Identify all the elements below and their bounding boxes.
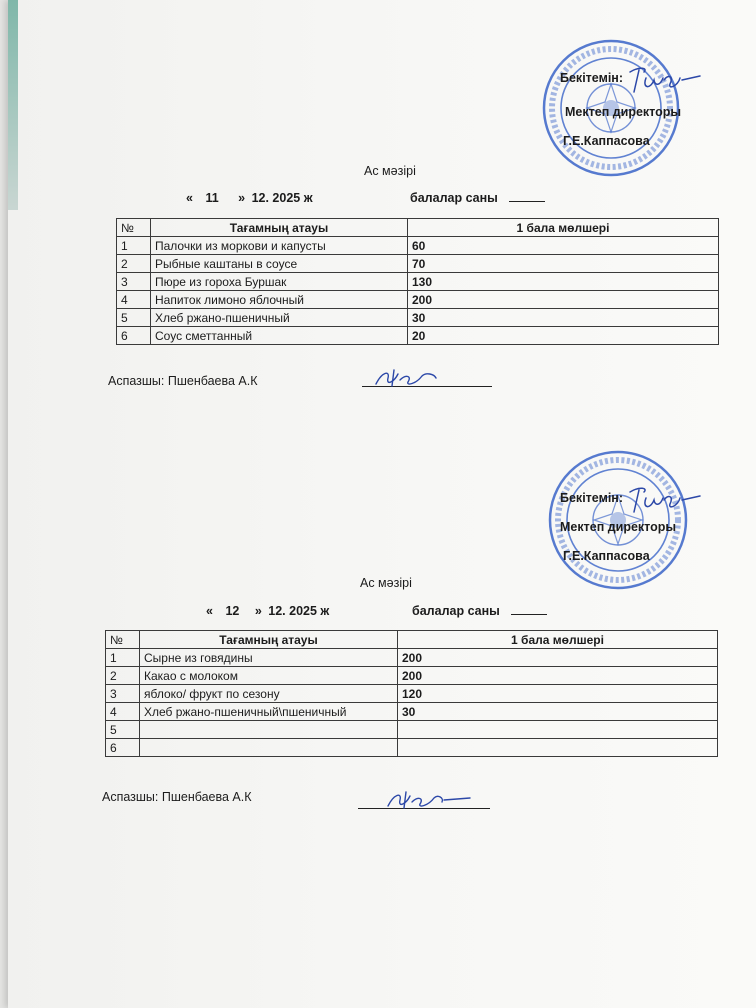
portion-cell: 200 — [398, 667, 718, 685]
table-row — [106, 685, 718, 703]
menu-table — [116, 218, 719, 345]
portion-cell: 200 — [398, 649, 718, 667]
children-count — [412, 604, 547, 618]
date-close-quote: » — [238, 191, 246, 205]
portion-cell: 60 — [408, 237, 719, 255]
date-open-quote: « — [206, 604, 213, 618]
table-row — [117, 291, 719, 309]
portion-cell: 70 — [408, 255, 719, 273]
dish-name-cell: Хлеб ржано-пшеничный\пшеничный — [140, 703, 398, 721]
table-row — [106, 703, 718, 721]
row-number-cell: 4 — [106, 703, 140, 721]
portion-cell: 200 — [408, 291, 719, 309]
table-row — [117, 237, 719, 255]
table-header-row — [117, 219, 719, 237]
portion-cell: 30 — [408, 309, 719, 327]
row-number-cell: 6 — [106, 739, 140, 757]
cook-signature-icon — [384, 786, 474, 812]
dish-name-cell: Рыбные каштаны в соусе — [151, 255, 408, 273]
children-count-blank — [509, 201, 545, 202]
director-name: Г.Е.Каппасова — [563, 549, 650, 563]
row-number-cell: 1 — [117, 237, 151, 255]
table-row — [117, 327, 719, 345]
date-close-quote: » — [254, 604, 262, 618]
cook-line: Аспазшы: Пшенбаева А.К — [102, 790, 252, 804]
dish-name-cell: Хлеб ржано-пшеничный — [151, 309, 408, 327]
dish-name-cell: Какао с молоком — [140, 667, 398, 685]
row-number-cell: 3 — [117, 273, 151, 291]
table-row — [117, 273, 719, 291]
column-header-num: № — [117, 219, 151, 237]
portion-cell: 20 — [408, 327, 719, 345]
row-number-cell: 1 — [106, 649, 140, 667]
dish-name-cell — [140, 739, 398, 757]
portion-cell: 30 — [398, 703, 718, 721]
approved-label: Бекітемін: — [560, 71, 624, 85]
row-number-cell: 5 — [106, 721, 140, 739]
portion-cell: 130 — [408, 273, 719, 291]
date-open-quote: « — [186, 191, 193, 205]
cook-signature-icon — [372, 364, 440, 390]
date-rest: 12. 2025 ж — [268, 604, 330, 618]
table-row — [117, 309, 719, 327]
children-count-blank — [511, 614, 547, 615]
portion-cell — [398, 739, 718, 757]
portion-cell: 120 — [398, 685, 718, 703]
director-position: Мектеп директоры — [565, 105, 682, 119]
column-header-dish: Тағамның атауы — [140, 631, 398, 649]
menu-table — [105, 630, 718, 757]
row-number-cell: 6 — [117, 327, 151, 345]
menu-title: Ас мәзірі — [364, 164, 416, 178]
dish-name-cell — [140, 721, 398, 739]
desk-edge — [8, 0, 18, 210]
dish-name-cell: Напиток лимоно яблочный — [151, 291, 408, 309]
table-row — [117, 255, 719, 273]
row-number-cell: 5 — [117, 309, 151, 327]
director-signature-icon — [624, 482, 704, 516]
children-count-label: балалар саны — [410, 191, 498, 205]
dish-name-cell: Сырне из говядины — [140, 649, 398, 667]
menu-title: Ас мәзірі — [360, 576, 412, 590]
row-number-cell: 3 — [106, 685, 140, 703]
director-position: Мектеп директоры — [560, 520, 677, 534]
date-day: 12 — [225, 604, 240, 618]
children-count-label: балалар саны — [412, 604, 500, 618]
row-number-cell: 2 — [106, 667, 140, 685]
dish-name-cell: яблоко/ фрукт по сезону — [140, 685, 398, 703]
column-header-portion: 1 бала мөлшері — [408, 219, 719, 237]
table-row — [106, 649, 718, 667]
children-count — [410, 191, 545, 205]
menu-date — [186, 191, 313, 205]
column-header-dish: Тағамның атауы — [151, 219, 408, 237]
column-header-portion: 1 бала мөлшері — [398, 631, 718, 649]
column-header-num: № — [106, 631, 140, 649]
director-name: Г.Е.Каппасова — [563, 134, 650, 148]
date-day: 11 — [205, 191, 219, 205]
date-rest: 12. 2025 ж — [251, 191, 313, 205]
table-header-row — [106, 631, 718, 649]
dish-name-cell: Соус сметтанный — [151, 327, 408, 345]
cook-line: Аспазшы: Пшенбаева А.К — [108, 374, 258, 388]
director-signature-icon — [624, 62, 704, 96]
table-row — [106, 667, 718, 685]
dish-name-cell: Пюре из гороха Буршак — [151, 273, 408, 291]
table-row — [106, 739, 718, 757]
menu-date — [206, 604, 329, 618]
dish-name-cell: Палочки из моркови и капусты — [151, 237, 408, 255]
portion-cell — [398, 721, 718, 739]
row-number-cell: 4 — [117, 291, 151, 309]
approved-label: Бекітемін: — [560, 491, 624, 505]
table-row — [106, 721, 718, 739]
row-number-cell: 2 — [117, 255, 151, 273]
